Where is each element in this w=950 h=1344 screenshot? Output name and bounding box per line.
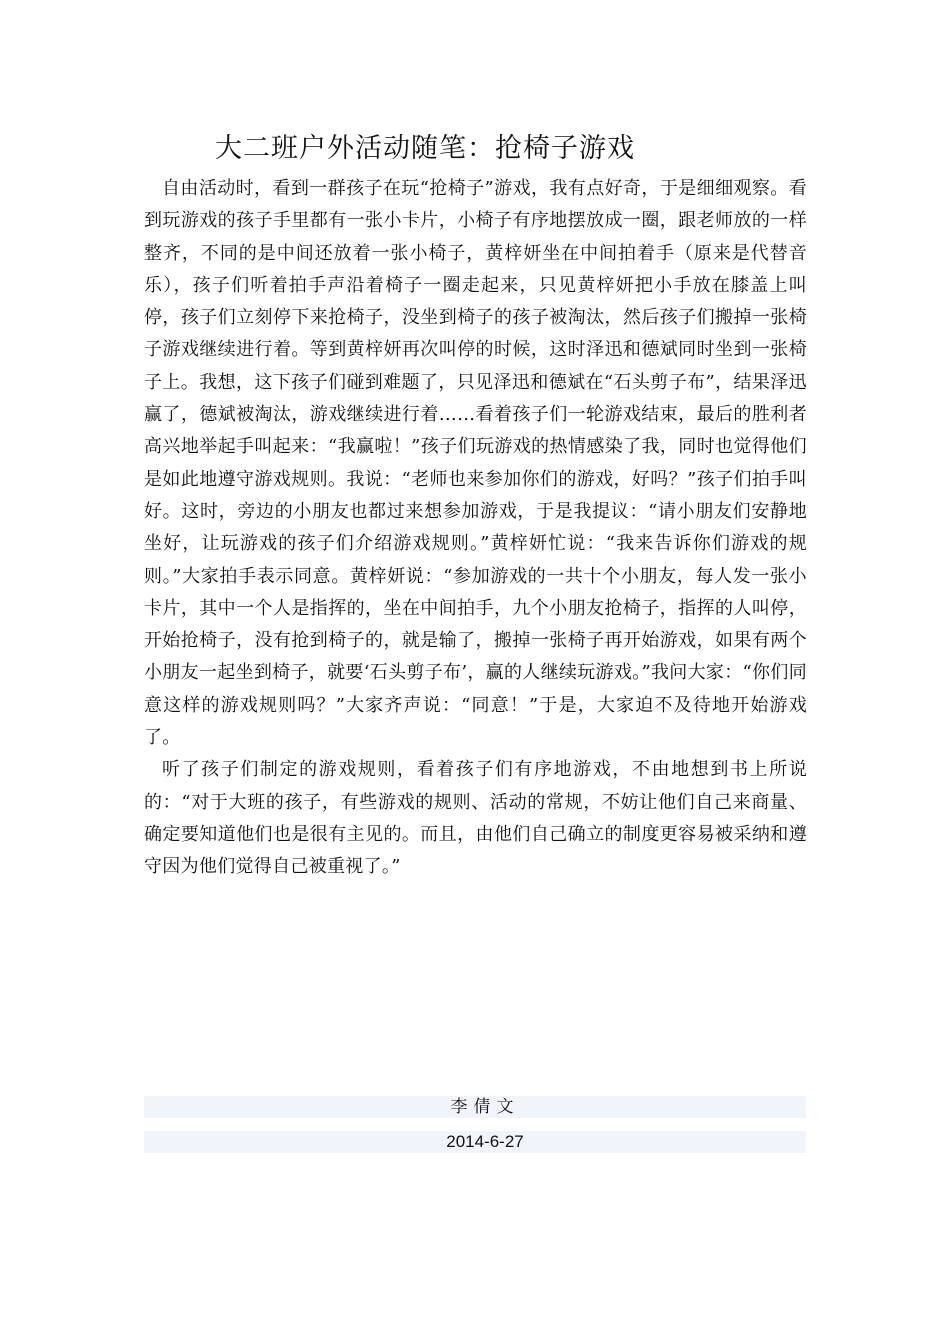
paragraph-2: 听了孩子们制定的游戏规则，看着孩子们有序地游戏，不由地想到书上所说的：“对于大班的孩子，有些游戏的规则、活动的常规，不妨让他们自己来商量、确定要知道他们也是很有主见的。而且，由他们自己确立的制度更容易被采纳和遵守因为他们觉得自己被重视了。”: [144, 759, 807, 878]
author-name: 李倩文: [450, 1097, 520, 1117]
date-row: [144, 1131, 806, 1153]
author-row: [144, 1096, 806, 1118]
document-date: 2014-6-27: [446, 1132, 524, 1151]
page-title: 大二班户外活动随笔：抢椅子游戏: [215, 133, 635, 164]
paragraph-1: 自由活动时，看到一群孩子在玩“抢椅子”游戏，我有点好奇，于是细细观察。看到玩游戏的孩子手里都有一张小卡片，小椅子有序地摆放成一圈，跟老师放的一样整齐，不同的是中间还放着一张小椅子，黄梓妍坐在中间拍着手（原来是代替音乐），孩子们听着拍手声沿着椅子一圈走起来，只见黄梓妍把小手放在膝盖上叫停，孩子们立刻停下来抢椅子，没坐到椅子的孩子被淘汰，然后孩子们搬掉一张椅子游戏继续进行着。等到黄梓妍再次叫停的时候，这时泽迅和德斌同时坐到一张椅子上。我想，这下孩子们碰到难题了，只见泽迅和德斌在“石头剪子布”，结果泽迅赢了，德斌被淘汰，游戏继续进行着……看着孩子们一轮游戏结束，最后的胜利者高兴地举起手叫起来：“我赢啦！”孩子们玩游戏的热情感染了我，同时也觉得他们是如此地遵守游戏规则。我说：“老师也来参加你们的游戏，好吗？”孩子们拍手叫好。这时，旁边的小朋友也都过来想参加游戏，于是我提议：“请小朋友们安静地坐好，让玩游戏的孩子们介绍游戏规则。”黄梓妍忙说：“我来告诉你们游戏的规则。”大家拍手表示同意。黄梓妍说：“参加游戏的一共十个小朋友，每人发一张小卡片，其中一个人是指挥的，坐在中间拍手，九个小朋友抢椅子，指挥的人叫停，开始抢椅子，没有抢到椅子的，就是输了，搬掉一张椅子再开始游戏，如果有两个小朋友一起坐到椅子，就要‘石头剪子布’，赢的人继续玩游戏。”我问大家：“你们同意这样的游戏规则吗？”大家齐声说：“同意！”于是，大家迫不及待地开始游戏了。: [144, 178, 807, 749]
article-body: [144, 173, 807, 884]
